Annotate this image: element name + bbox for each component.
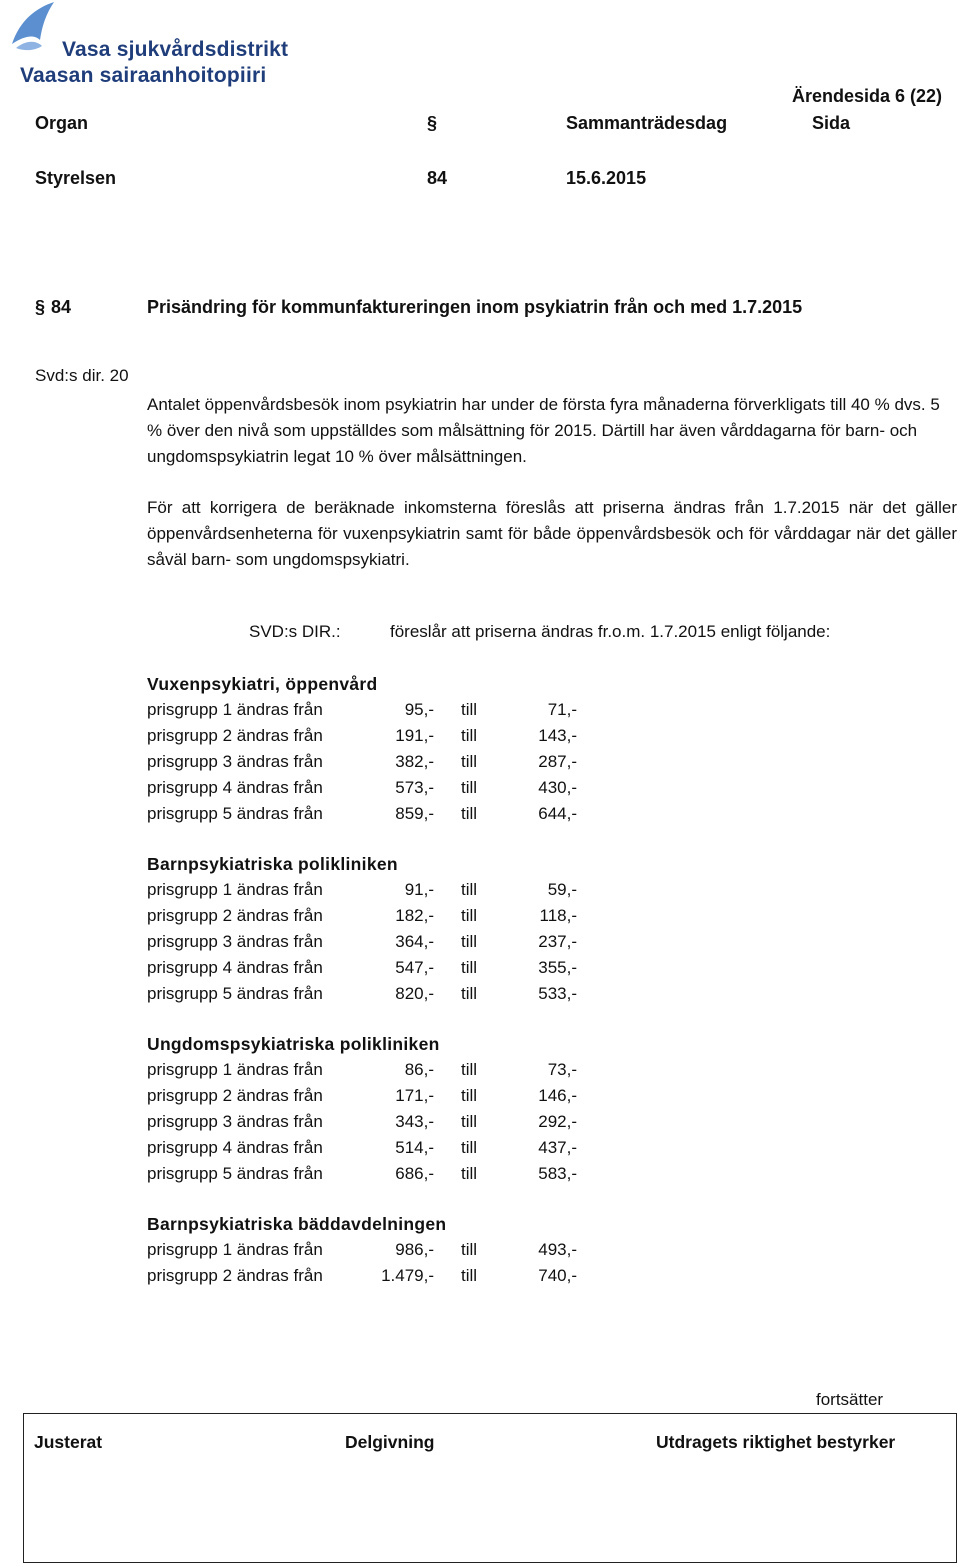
organ-value: Styrelsen (35, 168, 117, 188)
price-row (147, 981, 577, 1007)
price-group-title: Ungdomspsykiatriska polikliniken (147, 1034, 440, 1054)
old-price: 182,- (395, 906, 434, 925)
price-row (147, 1109, 577, 1135)
continues-note: fortsätter (816, 1390, 884, 1409)
proposal-text: föreslår att priserna ändras fr.o.m. 1.7.2015 enligt följande: (390, 622, 831, 641)
old-price: 86,- (404, 1060, 434, 1079)
proposal-label: SVD:s DIR.: (249, 622, 341, 641)
price-row-label: prisgrupp 4 ändras från (147, 1138, 323, 1157)
till-word: till (461, 958, 478, 977)
signature-box (23, 1413, 957, 1563)
new-price: 71,- (547, 700, 577, 719)
till-word: till (461, 932, 478, 951)
paragraph-background: Antalet öppenvårdsbesök inom psykiatrin har under de första fyra månaderna förverkligats till 40 % dvs. 5 % över den nivå som uppställdes som målsättning för 2015. Därtill har även vårddagarna för barn- och ungdomspsykiatrin legat 10 % över målsättningen. (147, 395, 940, 466)
price-group (147, 1211, 577, 1289)
price-row-label: prisgrupp 1 ändras från (147, 1240, 323, 1259)
price-row-label: prisgrupp 3 ändras från (147, 932, 323, 951)
price-group (147, 851, 577, 1007)
price-row-label: prisgrupp 4 ändras från (147, 958, 323, 977)
delgivning-label: Delgivning (345, 1432, 435, 1452)
till-word: till (461, 700, 478, 719)
till-word: till (461, 1086, 478, 1105)
price-row-label: prisgrupp 5 ändras från (147, 804, 323, 823)
new-price: 493,- (538, 1240, 577, 1259)
price-row-label: prisgrupp 5 ändras från (147, 1164, 323, 1183)
price-row (147, 697, 577, 723)
price-row-label: prisgrupp 2 ändras från (147, 906, 323, 925)
old-price: 171,- (395, 1086, 434, 1105)
price-row-label: prisgrupp 3 ändras från (147, 1112, 323, 1131)
till-word: till (461, 1240, 478, 1259)
new-price: 355,- (538, 958, 577, 977)
till-word: till (461, 726, 478, 745)
new-price: 292,- (538, 1112, 577, 1131)
new-price: 644,- (538, 804, 577, 823)
new-price: 59,- (547, 880, 577, 899)
price-row (147, 929, 577, 955)
price-row-label: prisgrupp 5 ändras från (147, 984, 323, 1003)
old-price: 514,- (395, 1138, 434, 1157)
price-row-label: prisgrupp 2 ändras från (147, 726, 323, 745)
column-page-label: Sida (812, 113, 851, 133)
page-reference: Ärendesida 6 (22) (792, 86, 943, 106)
till-word: till (461, 804, 478, 823)
price-group (147, 1031, 577, 1187)
price-row (147, 749, 577, 775)
column-section-mark: § (427, 113, 438, 133)
org-name-swedish: Vasa sjukvårdsdistrikt (62, 38, 289, 61)
presenter-label: Svd:s dir. 20 (35, 366, 129, 385)
old-price: 382,- (395, 752, 434, 771)
old-price: 1.479,- (381, 1266, 434, 1285)
price-row (147, 1161, 577, 1187)
till-word: till (461, 1266, 478, 1285)
till-word: till (461, 984, 478, 1003)
till-word: till (461, 778, 478, 797)
till-word: till (461, 1164, 478, 1183)
till-word: till (461, 1060, 478, 1079)
new-price: 73,- (547, 1060, 577, 1079)
price-row (147, 1135, 577, 1161)
price-group (147, 671, 577, 827)
price-row (147, 903, 577, 929)
price-row (147, 775, 577, 801)
old-price: 343,- (395, 1112, 434, 1131)
new-price: 237,- (538, 932, 577, 951)
price-row-label: prisgrupp 4 ändras från (147, 778, 323, 797)
till-word: till (461, 880, 478, 899)
price-row (147, 801, 577, 827)
price-group-title: Barnpsykiatriska polikliniken (147, 854, 398, 874)
extract-certified-label: Utdragets riktighet bestyrker (656, 1432, 896, 1452)
old-price: 95,- (404, 700, 434, 719)
till-word: till (461, 1112, 478, 1131)
justerat-label: Justerat (34, 1432, 103, 1452)
old-price: 820,- (395, 984, 434, 1003)
price-row (147, 1083, 577, 1109)
paragraph-proposal-reason: För att korrigera de beräknade inkomsterna föreslås att priserna ändras från 1.7.2015 när det gäller öppenvårdsenheterna för vuxenpsykiatrin samt för både öppenvårdsbesök och för vårddagar när det gäller såväl barn- som ungdomspsykiatri. (147, 498, 957, 569)
price-row (147, 1237, 577, 1263)
till-word: till (461, 906, 478, 925)
item-number: 84 (51, 297, 72, 317)
price-row (147, 955, 577, 981)
price-row-label: prisgrupp 2 ändras från (147, 1086, 323, 1105)
price-group-title: Vuxenpsykiatri, öppenvård (147, 674, 378, 694)
price-row (147, 1263, 577, 1289)
price-group-title: Barnpsykiatriska bäddavdelningen (147, 1214, 447, 1234)
new-price: 740,- (538, 1266, 577, 1285)
new-price: 118,- (539, 906, 577, 925)
section-value: 84 (427, 168, 448, 188)
price-row-label: prisgrupp 1 ändras från (147, 880, 323, 899)
item-title: Prisändring för kommunfaktureringen inom psykiatrin från och med 1.7.2015 (147, 297, 803, 317)
column-meeting-date-label: Sammanträdesdag (566, 113, 728, 133)
old-price: 91,- (404, 880, 434, 899)
price-row-label: prisgrupp 1 ändras från (147, 700, 323, 719)
old-price: 986,- (395, 1240, 434, 1259)
old-price: 859,- (395, 804, 434, 823)
meeting-date-value: 15.6.2015 (566, 168, 647, 188)
old-price: 547,- (395, 958, 434, 977)
column-organ-label: Organ (35, 113, 89, 133)
price-row-label: prisgrupp 1 ändras från (147, 1060, 323, 1079)
new-price: 287,- (538, 752, 577, 771)
new-price: 533,- (538, 984, 577, 1003)
new-price: 143,- (538, 726, 577, 745)
old-price: 686,- (395, 1164, 434, 1183)
price-row-label: prisgrupp 3 ändras från (147, 752, 323, 771)
new-price: 583,- (538, 1164, 577, 1183)
price-row (147, 723, 577, 749)
till-word: till (461, 752, 478, 771)
price-row-label: prisgrupp 2 ändras från (147, 1266, 323, 1285)
wave-logo-icon (6, 0, 68, 62)
till-word: till (461, 1138, 478, 1157)
old-price: 573,- (395, 778, 434, 797)
old-price: 191,- (395, 726, 434, 745)
org-name-finnish: Vaasan sairaanhoitopiiri (20, 64, 267, 87)
price-row (147, 877, 577, 903)
item-section-mark: § (35, 297, 46, 317)
new-price: 430,- (538, 778, 577, 797)
new-price: 437,- (538, 1138, 577, 1157)
old-price: 364,- (395, 932, 434, 951)
price-row (147, 1057, 577, 1083)
new-price: 146,- (538, 1086, 577, 1105)
